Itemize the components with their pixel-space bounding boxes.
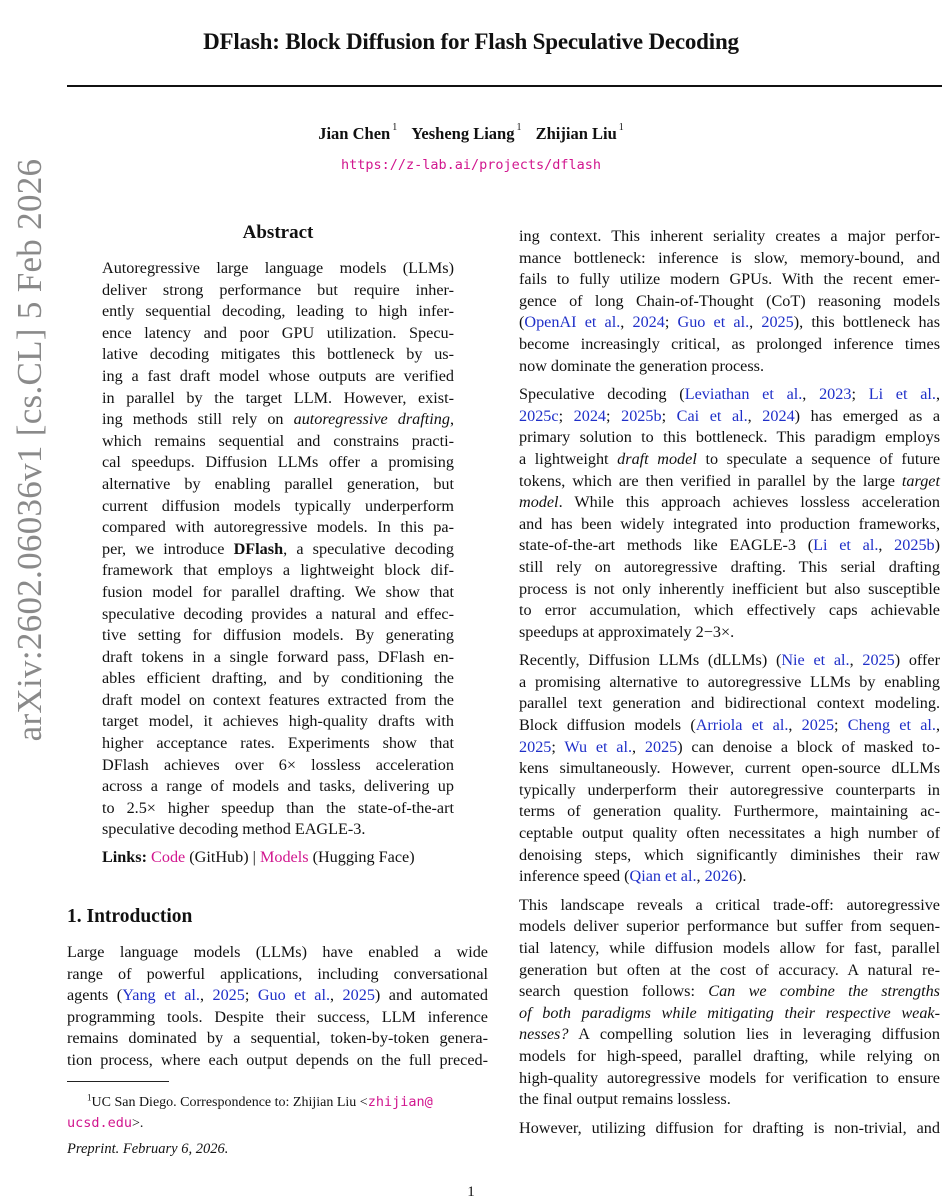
citation-link[interactable]: Li et al. bbox=[868, 385, 936, 404]
text-line: Recently, Diffusion LLMs (dLLMs) (Nie et al., 2025) offer bbox=[519, 651, 940, 670]
citation-link[interactable]: 2025c bbox=[519, 406, 559, 425]
text-line: tokens, which are then verified in parallel by the large target bbox=[519, 471, 940, 490]
text-line: ceptable output quality often necessitates a high number of bbox=[519, 824, 940, 843]
project-url-link[interactable]: https://z-lab.ai/projects/dflash bbox=[340, 157, 602, 173]
text-line: tion process, where each output depends on the full preced- bbox=[67, 1050, 488, 1069]
text-line: nesses? A compelling solution lies in leveraging diffusion bbox=[519, 1025, 940, 1044]
links-line: Links: Code (GitHub) | Models (Hugging Face) bbox=[102, 848, 415, 867]
text-line: draft model on context features extracted from the bbox=[102, 690, 454, 709]
citation-link[interactable]: 2025 bbox=[801, 716, 835, 735]
text-line: gence of long Chain-of-Thought (CoT) reasoning models bbox=[519, 291, 940, 310]
text-line: per, we introduce DFlash, a speculative decoding bbox=[102, 539, 454, 558]
citation-link[interactable]: Li et al. bbox=[813, 536, 879, 555]
text-line: ing context. This inherent seriality creates a major perfor- bbox=[519, 227, 940, 245]
preprint-note: Preprint. February 6, 2026. bbox=[67, 1141, 229, 1157]
citation-link[interactable]: Nie et al. bbox=[781, 651, 850, 670]
title-rule bbox=[67, 85, 942, 87]
text-line: fails to fully utilize modern GPUs. With the recent emer- bbox=[519, 270, 940, 289]
text-line: current diffusion models typically underperform bbox=[102, 496, 454, 515]
text-line: 2025c; 2024; 2025b; Cai et al., 2024) has emerged as a bbox=[519, 406, 941, 425]
email-link[interactable]: zhijian@ bbox=[367, 1093, 433, 1110]
text-line: models for high-speed, parallel drafting, while relying on bbox=[519, 1046, 940, 1065]
text-line: still rely on autoregressive drafting. This serial drafting bbox=[519, 557, 940, 576]
text-line: to 2.5× higher speedup than the state-of-the-art bbox=[102, 798, 454, 817]
text-line: and has been widely integrated into production frameworks, bbox=[519, 514, 940, 533]
citation-link[interactable]: 2026 bbox=[704, 867, 737, 886]
citation-link[interactable]: 2025 bbox=[519, 737, 552, 756]
text-line: primary solution to this bottleneck. This paradigm employs bbox=[519, 428, 940, 447]
citation-link[interactable]: 2024 bbox=[762, 406, 795, 425]
text-line: target model, it achieves high-quality drafts with bbox=[102, 712, 454, 731]
text-line: ing a fast draft model whose outputs are verified bbox=[102, 366, 454, 385]
email-link[interactable]: ucsd.edu bbox=[67, 1114, 133, 1131]
text-line: Speculative decoding (Leviathan et al., 2023; Li et al., bbox=[519, 385, 940, 404]
intro-paragraph bbox=[67, 942, 488, 1072]
paper-title: DFlash: Block Diffusion for Flash Speculative Decoding bbox=[203, 29, 739, 54]
text-line: DFlash achieves over 6× lossless acceleration bbox=[102, 755, 454, 774]
research-question: nesses? bbox=[519, 1025, 569, 1044]
text-line: to error accumulation, which effectively caps achievable bbox=[519, 601, 940, 620]
text-line: cal speedups. Diffusion LLMs offer a promising bbox=[102, 453, 454, 472]
text-line: tive setting for diffusion models. By generating bbox=[102, 626, 454, 645]
citation-link[interactable]: 2025b bbox=[894, 536, 935, 555]
text-line: Block diffusion models (Arriola et al., 2025; Cheng et al., bbox=[519, 716, 941, 735]
text-line: a lightweight draft model to speculate a sequence of future bbox=[519, 449, 941, 468]
text-line: speedups at approximately 2−3×. bbox=[519, 622, 735, 641]
text-line: models deliver superior performance but suffer from sequen- bbox=[519, 917, 940, 936]
abstract-heading: Abstract bbox=[242, 222, 314, 243]
abstract-body bbox=[102, 258, 454, 869]
text-line: a promising alternative to autoregressive LLMs by enabling bbox=[519, 672, 940, 691]
citation-link[interactable]: 2025 bbox=[644, 737, 678, 756]
text-line: framework that employs a lightweight block dif- bbox=[102, 561, 454, 580]
citation-link[interactable]: Wu et al. bbox=[564, 737, 633, 756]
emphasis: autoregressive drafting bbox=[293, 410, 450, 429]
citation-link[interactable]: Cai et al. bbox=[676, 406, 748, 425]
method-name: DFlash bbox=[233, 539, 284, 558]
page-number: 1 bbox=[467, 1184, 475, 1200]
citation-link[interactable]: Guo et al. bbox=[677, 313, 750, 332]
text-line: which remains sequential and constrains practi- bbox=[102, 431, 454, 450]
citation-link[interactable]: Guo et al. bbox=[257, 986, 331, 1005]
text-line: parallel text generation and bidirectional context modeling. bbox=[519, 694, 940, 713]
text-line: terms of generation quality. Furthermore, maintaining ac- bbox=[519, 802, 940, 821]
text-line: state-of-the-art methods like EAGLE-3 (Li et al., 2025b) bbox=[519, 536, 941, 555]
text-line: higher acceptance rates. Experiments show that bbox=[102, 734, 454, 753]
footnote-rule bbox=[67, 1081, 169, 1082]
text-line: This landscape reveals a critical trade-off: autoregressive bbox=[519, 895, 940, 914]
text-line: process is not only inherently inefficient but also susceptible bbox=[519, 579, 940, 598]
text-line: alternative by enabling parallel generation, but bbox=[102, 474, 454, 493]
text-line: typically underperform their autoregressive counterparts in bbox=[519, 780, 940, 799]
citation-link[interactable]: 2023 bbox=[819, 385, 852, 404]
text-line: in parallel by the target LLM. However, exist- bbox=[102, 388, 454, 407]
text-line: Large language models (LLMs) have enabled a wide bbox=[67, 943, 488, 961]
text-line: lative decoding mitigates this bottleneck by us- bbox=[102, 345, 454, 364]
text-line: ently sequential decoding, leading to high infer- bbox=[102, 302, 454, 321]
text-line: compared with autoregressive models. In this pa- bbox=[102, 518, 454, 537]
text-line: become increasingly critical, as prolonged inference times bbox=[519, 334, 940, 353]
text-line: programming tools. Despite their success, LLM inference bbox=[67, 1007, 488, 1026]
text-line: kens simultaneously. However, current open-source dLLMs bbox=[519, 759, 940, 778]
research-question: of both paradigms while mitigating their respective weak- bbox=[519, 1003, 940, 1022]
text-line: agents (Yang et al., 2025; Guo et al., 2025) and automated bbox=[67, 986, 489, 1005]
text-line: the final output remains lossless. bbox=[519, 1090, 731, 1109]
text-line: speculative decoding provides a natural and effec- bbox=[102, 604, 454, 623]
section-heading-introduction: 1. Introduction bbox=[67, 906, 193, 927]
author: Zhijian Liu $^1$ bbox=[535, 122, 624, 143]
text-line: ence latency and poor GPU utilization. Specu- bbox=[102, 323, 454, 342]
text-line: draft tokens in a single forward pass, DFlash en- bbox=[102, 647, 454, 666]
citation-link[interactable]: 2024 bbox=[573, 406, 607, 425]
text-line: across a range of models and tasks, delivering up bbox=[102, 777, 454, 796]
footnote: $^1$UC San Diego. Correspondence to: Zhijian Liu <zhijian@ ucsd.edu>. bbox=[67, 1092, 433, 1131]
text-line: mance bottleneck: inference is slow, memory-bound, and bbox=[519, 248, 940, 267]
citation-link[interactable]: OpenAI et al. bbox=[524, 313, 621, 332]
citation-link[interactable]: Qian et al. bbox=[629, 867, 697, 886]
citation-link[interactable]: 2025 bbox=[862, 651, 895, 670]
research-question: Can we combine the strengths bbox=[708, 982, 940, 1001]
text-line: now dominate the generation process. bbox=[519, 356, 764, 375]
citation-link[interactable]: 2025 bbox=[761, 313, 794, 332]
citation-link[interactable]: 2025 bbox=[342, 986, 375, 1005]
code-link[interactable]: Code bbox=[151, 848, 186, 867]
text-line: speculative decoding method EAGLE-3. bbox=[102, 820, 366, 839]
text-line: ables efficient drafting, and by conditioning the bbox=[102, 669, 454, 688]
citation-link[interactable]: Cheng et al. bbox=[847, 716, 936, 735]
citation-link[interactable]: 2024 bbox=[632, 313, 665, 332]
citation-link[interactable]: Arriola et al. bbox=[695, 716, 789, 735]
text-line: model. While this approach achieves lossless acceleration bbox=[519, 493, 940, 512]
citation-link[interactable]: 2025 bbox=[212, 986, 245, 1005]
author: Yesheng Liang $^1$ bbox=[411, 122, 522, 143]
models-link[interactable]: Models bbox=[259, 848, 309, 867]
text-line: search question follows: Can we combine the strengths bbox=[519, 982, 940, 1001]
text-line: generation but often at the cost of accuracy. A natural re- bbox=[519, 960, 940, 979]
text-line: However, utilizing diffusion for drafting is non-trivial, and bbox=[519, 1118, 940, 1137]
author-list bbox=[0, 124, 942, 144]
text-line: Autoregressive large language models (LLMs) bbox=[102, 259, 454, 277]
text-line: inference speed (Qian et al., 2026). bbox=[519, 867, 747, 886]
text-line: range of powerful applications, including conversational bbox=[67, 964, 488, 983]
author: Jian Chen $^1$ bbox=[318, 122, 398, 143]
text-line: (OpenAI et al., 2024; Guo et al., 2025), this bottleneck has bbox=[519, 313, 941, 332]
arxiv-stamp: arXiv:2602.06036v1 [cs.CL] 5 Feb 2026 bbox=[10, 158, 49, 742]
text-line: ing methods still rely on autoregressive drafting, bbox=[102, 410, 454, 429]
text-line bbox=[519, 1003, 940, 1025]
text-line: remains dominated by a sequential, token-by-token genera- bbox=[67, 1029, 488, 1048]
text-line: deliver strong performance but require inher- bbox=[102, 280, 454, 299]
text-line: fusion model for parallel drafting. We show that bbox=[102, 582, 454, 601]
right-column bbox=[519, 226, 940, 1139]
text-line: 2025; Wu et al., 2025) can denoise a block of masked to- bbox=[519, 737, 941, 756]
text-line: denoising steps, which significantly diminishes their raw bbox=[519, 845, 940, 864]
text-line: tial latency, while diffusion models allow for fast, parallel bbox=[519, 939, 940, 957]
text-line: high-quality autoregressive models for verification to ensure bbox=[519, 1068, 940, 1087]
citation-link[interactable]: Leviathan et al. bbox=[684, 385, 803, 404]
citation-link[interactable]: 2025b bbox=[621, 406, 662, 425]
citation-link[interactable]: Yang et al. bbox=[122, 986, 200, 1005]
